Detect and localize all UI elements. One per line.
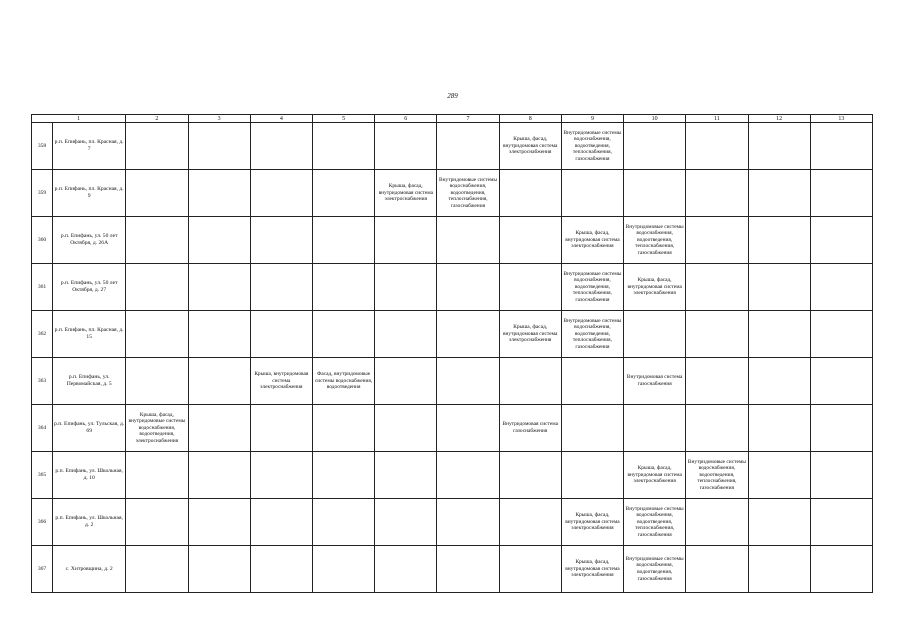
work-type-cell (686, 499, 748, 546)
work-type-cell: Крыша, внутридомовая система электроснабжения (250, 358, 312, 405)
work-type-cell: Крыша, фасад, внутридомовая система электроснабжения (624, 264, 686, 311)
work-type-cell (748, 311, 810, 358)
work-type-cell (686, 358, 748, 405)
work-type-cell (250, 452, 312, 499)
table-row (32, 123, 873, 170)
work-type-cell (375, 358, 437, 405)
work-type-cell (810, 499, 872, 546)
table-row (32, 452, 873, 499)
work-type-cell (188, 499, 250, 546)
work-type-cell: Крыша, фасад, внутридомовые системы водоснабжения, водоотведения, электроснабжения (126, 405, 188, 452)
work-type-cell (250, 170, 312, 217)
work-type-cell (312, 546, 374, 593)
work-type-cell (188, 546, 250, 593)
work-type-cell: Крыша, фасад, внутридомовая система электроснабжения (624, 452, 686, 499)
row-number-cell: 365 (32, 452, 53, 499)
work-type-cell (126, 123, 188, 170)
work-type-cell (686, 311, 748, 358)
work-type-cell (624, 123, 686, 170)
column-header: 12 (748, 115, 810, 123)
address-cell: р.п. Епифань, ул. Первомайская, д. 5 (53, 358, 126, 405)
row-number-cell: 363 (32, 358, 53, 405)
work-type-cell (686, 264, 748, 311)
work-type-cell (810, 452, 872, 499)
work-type-cell (810, 358, 872, 405)
work-type-cell: Крыша, фасад, внутридомовая система электроснабжения (375, 170, 437, 217)
work-type-cell: Крыша, фасад, внутридомовая система электроснабжения (561, 499, 623, 546)
table-body (32, 123, 873, 593)
work-type-cell: Внутридомовые системы водоснабжения, водоотведения, теплоснабжения, газоснабжения (561, 123, 623, 170)
work-type-cell (810, 170, 872, 217)
repair-schedule-table (31, 114, 873, 593)
row-number-cell: 358 (32, 123, 53, 170)
work-type-cell (188, 217, 250, 264)
table-row (32, 405, 873, 452)
work-type-cell (250, 311, 312, 358)
work-type-cell: Внутридомовые системы водоснабжения, водоотведения, теплоснабжения, газоснабжения (624, 217, 686, 264)
work-type-cell (686, 170, 748, 217)
work-type-cell (437, 546, 499, 593)
work-type-cell: Крыша, фасад, внутридомовая система электроснабжения (561, 217, 623, 264)
work-type-cell (748, 217, 810, 264)
work-type-cell (188, 123, 250, 170)
work-type-cell: Внутридомовые системы водоснабжения, водоотведения, теплоснабжения, газоснабжения (561, 311, 623, 358)
table-row (32, 358, 873, 405)
row-number-cell: 360 (32, 217, 53, 264)
table-row (32, 499, 873, 546)
work-type-cell (748, 358, 810, 405)
work-type-cell (748, 264, 810, 311)
work-type-cell (748, 546, 810, 593)
work-type-cell (375, 546, 437, 593)
row-number-cell: 364 (32, 405, 53, 452)
work-type-cell (437, 264, 499, 311)
work-type-cell (375, 499, 437, 546)
work-type-cell (810, 264, 872, 311)
work-type-cell: Фасад, внутридомовые системы водоснабжения, водоотведения (312, 358, 374, 405)
work-type-cell (748, 499, 810, 546)
work-type-cell (375, 405, 437, 452)
work-type-cell (437, 217, 499, 264)
work-type-cell (250, 499, 312, 546)
work-type-cell (810, 405, 872, 452)
work-type-cell: Внутридомовые системы водоснабжения, водоотведения, теплоснабжения, газоснабжения (686, 452, 748, 499)
work-type-cell (126, 217, 188, 264)
table-row (32, 311, 873, 358)
work-type-cell (312, 311, 374, 358)
work-type-cell (250, 405, 312, 452)
work-type-cell (499, 358, 561, 405)
column-header: 7 (437, 115, 499, 123)
work-type-cell (126, 499, 188, 546)
address-cell: р.п. Епифань, пл. Красная, д. 7 (53, 123, 126, 170)
work-type-cell (748, 405, 810, 452)
work-type-cell (499, 499, 561, 546)
work-type-cell (126, 452, 188, 499)
work-type-cell (126, 358, 188, 405)
work-type-cell (126, 170, 188, 217)
row-number-cell: 366 (32, 499, 53, 546)
column-header: 8 (499, 115, 561, 123)
work-type-cell: Крыша, фасад, внутридомовая система электроснабжения (499, 311, 561, 358)
work-type-cell (624, 405, 686, 452)
work-type-cell (499, 217, 561, 264)
address-cell: р.п. Епифань, ул. Школьная, д. 10 (53, 452, 126, 499)
work-type-cell (561, 170, 623, 217)
column-header: 4 (250, 115, 312, 123)
column-header: 3 (188, 115, 250, 123)
address-cell: р.п. Епифань, ул. Школьная, д. 2 (53, 499, 126, 546)
work-type-cell: Внутридомовые системы водоснабжения, водоотведения, газоснабжения (624, 546, 686, 593)
work-type-cell (250, 123, 312, 170)
work-type-cell: Внутридомовая система газоснабжения (624, 358, 686, 405)
address-cell: с. Хитровщина, д. 2 (53, 546, 126, 593)
work-type-cell: Внутридомовая система газоснабжения (499, 405, 561, 452)
work-type-cell (499, 264, 561, 311)
work-type-cell (561, 405, 623, 452)
work-type-cell (686, 217, 748, 264)
work-type-cell (375, 264, 437, 311)
work-type-cell (126, 311, 188, 358)
work-type-cell (312, 452, 374, 499)
work-type-cell (499, 170, 561, 217)
table-row (32, 217, 873, 264)
row-number-cell: 362 (32, 311, 53, 358)
work-type-cell (748, 452, 810, 499)
work-type-cell (499, 452, 561, 499)
column-header: 5 (312, 115, 374, 123)
work-type-cell: Внутридомовые системы водоснабжения, водоотведения, теплоснабжения, газоснабжения (624, 499, 686, 546)
work-type-cell (624, 170, 686, 217)
row-number-cell: 361 (32, 264, 53, 311)
work-type-cell (810, 546, 872, 593)
work-type-cell (312, 264, 374, 311)
work-type-cell (250, 264, 312, 311)
work-type-cell (188, 405, 250, 452)
work-type-cell (748, 170, 810, 217)
work-type-cell (250, 546, 312, 593)
address-cell: р.п. Епифань, ул. 50 лет Октября, д. 26А (53, 217, 126, 264)
column-header: 10 (624, 115, 686, 123)
table-row (32, 264, 873, 311)
work-type-cell (437, 452, 499, 499)
work-type-cell: Внутридомовые системы водоснабжения, водоотведения, теплоснабжения, газоснабжения (437, 170, 499, 217)
work-type-cell (686, 123, 748, 170)
work-type-cell (437, 358, 499, 405)
work-type-cell (375, 311, 437, 358)
work-type-cell (561, 358, 623, 405)
table-row (32, 170, 873, 217)
work-type-cell: Крыша, фасад, внутридомовая система электроснабжения (561, 546, 623, 593)
column-header: 1 (32, 115, 126, 123)
work-type-cell (375, 452, 437, 499)
work-type-cell (312, 405, 374, 452)
column-header: 6 (375, 115, 437, 123)
work-type-cell (312, 123, 374, 170)
work-type-cell (561, 452, 623, 499)
work-type-cell (810, 123, 872, 170)
work-type-cell (437, 499, 499, 546)
column-header: 9 (561, 115, 623, 123)
work-type-cell (188, 264, 250, 311)
work-type-cell (312, 170, 374, 217)
work-type-cell (375, 123, 437, 170)
work-type-cell (188, 170, 250, 217)
column-header: 2 (126, 115, 188, 123)
column-header: 11 (686, 115, 748, 123)
address-cell: р.п. Епифань, пл. Красная, д. 15 (53, 311, 126, 358)
work-type-cell (810, 217, 872, 264)
work-type-cell (437, 311, 499, 358)
work-type-cell (437, 123, 499, 170)
work-type-cell (126, 546, 188, 593)
work-type-cell (188, 311, 250, 358)
row-number-cell: 359 (32, 170, 53, 217)
work-type-cell (312, 217, 374, 264)
work-type-cell (686, 546, 748, 593)
work-type-cell (312, 499, 374, 546)
page-number: 289 (447, 92, 458, 100)
work-type-cell (188, 452, 250, 499)
row-number-cell: 367 (32, 546, 53, 593)
work-type-cell (375, 217, 437, 264)
work-type-cell (499, 546, 561, 593)
table-row (32, 546, 873, 593)
column-header: 13 (810, 115, 872, 123)
table-header-row (32, 115, 873, 123)
work-type-cell (250, 217, 312, 264)
work-type-cell: Внутридомовые системы водоснабжения, водоотведения, теплоснабжения, газоснабжения (561, 264, 623, 311)
address-cell: р.п. Епифань, ул. Тульская, д. 69 (53, 405, 126, 452)
address-cell: р.п. Епифань, ул. 50 лет Октября, д. 27 (53, 264, 126, 311)
work-type-cell (624, 311, 686, 358)
work-type-cell (437, 405, 499, 452)
work-type-cell (188, 358, 250, 405)
work-type-cell: Крыша, фасад, внутридомовая система электроснабжения (499, 123, 561, 170)
work-type-cell (810, 311, 872, 358)
work-type-cell (126, 264, 188, 311)
work-type-cell (748, 123, 810, 170)
address-cell: р.п. Епифань, пл. Красная, д. 9 (53, 170, 126, 217)
work-type-cell (686, 405, 748, 452)
